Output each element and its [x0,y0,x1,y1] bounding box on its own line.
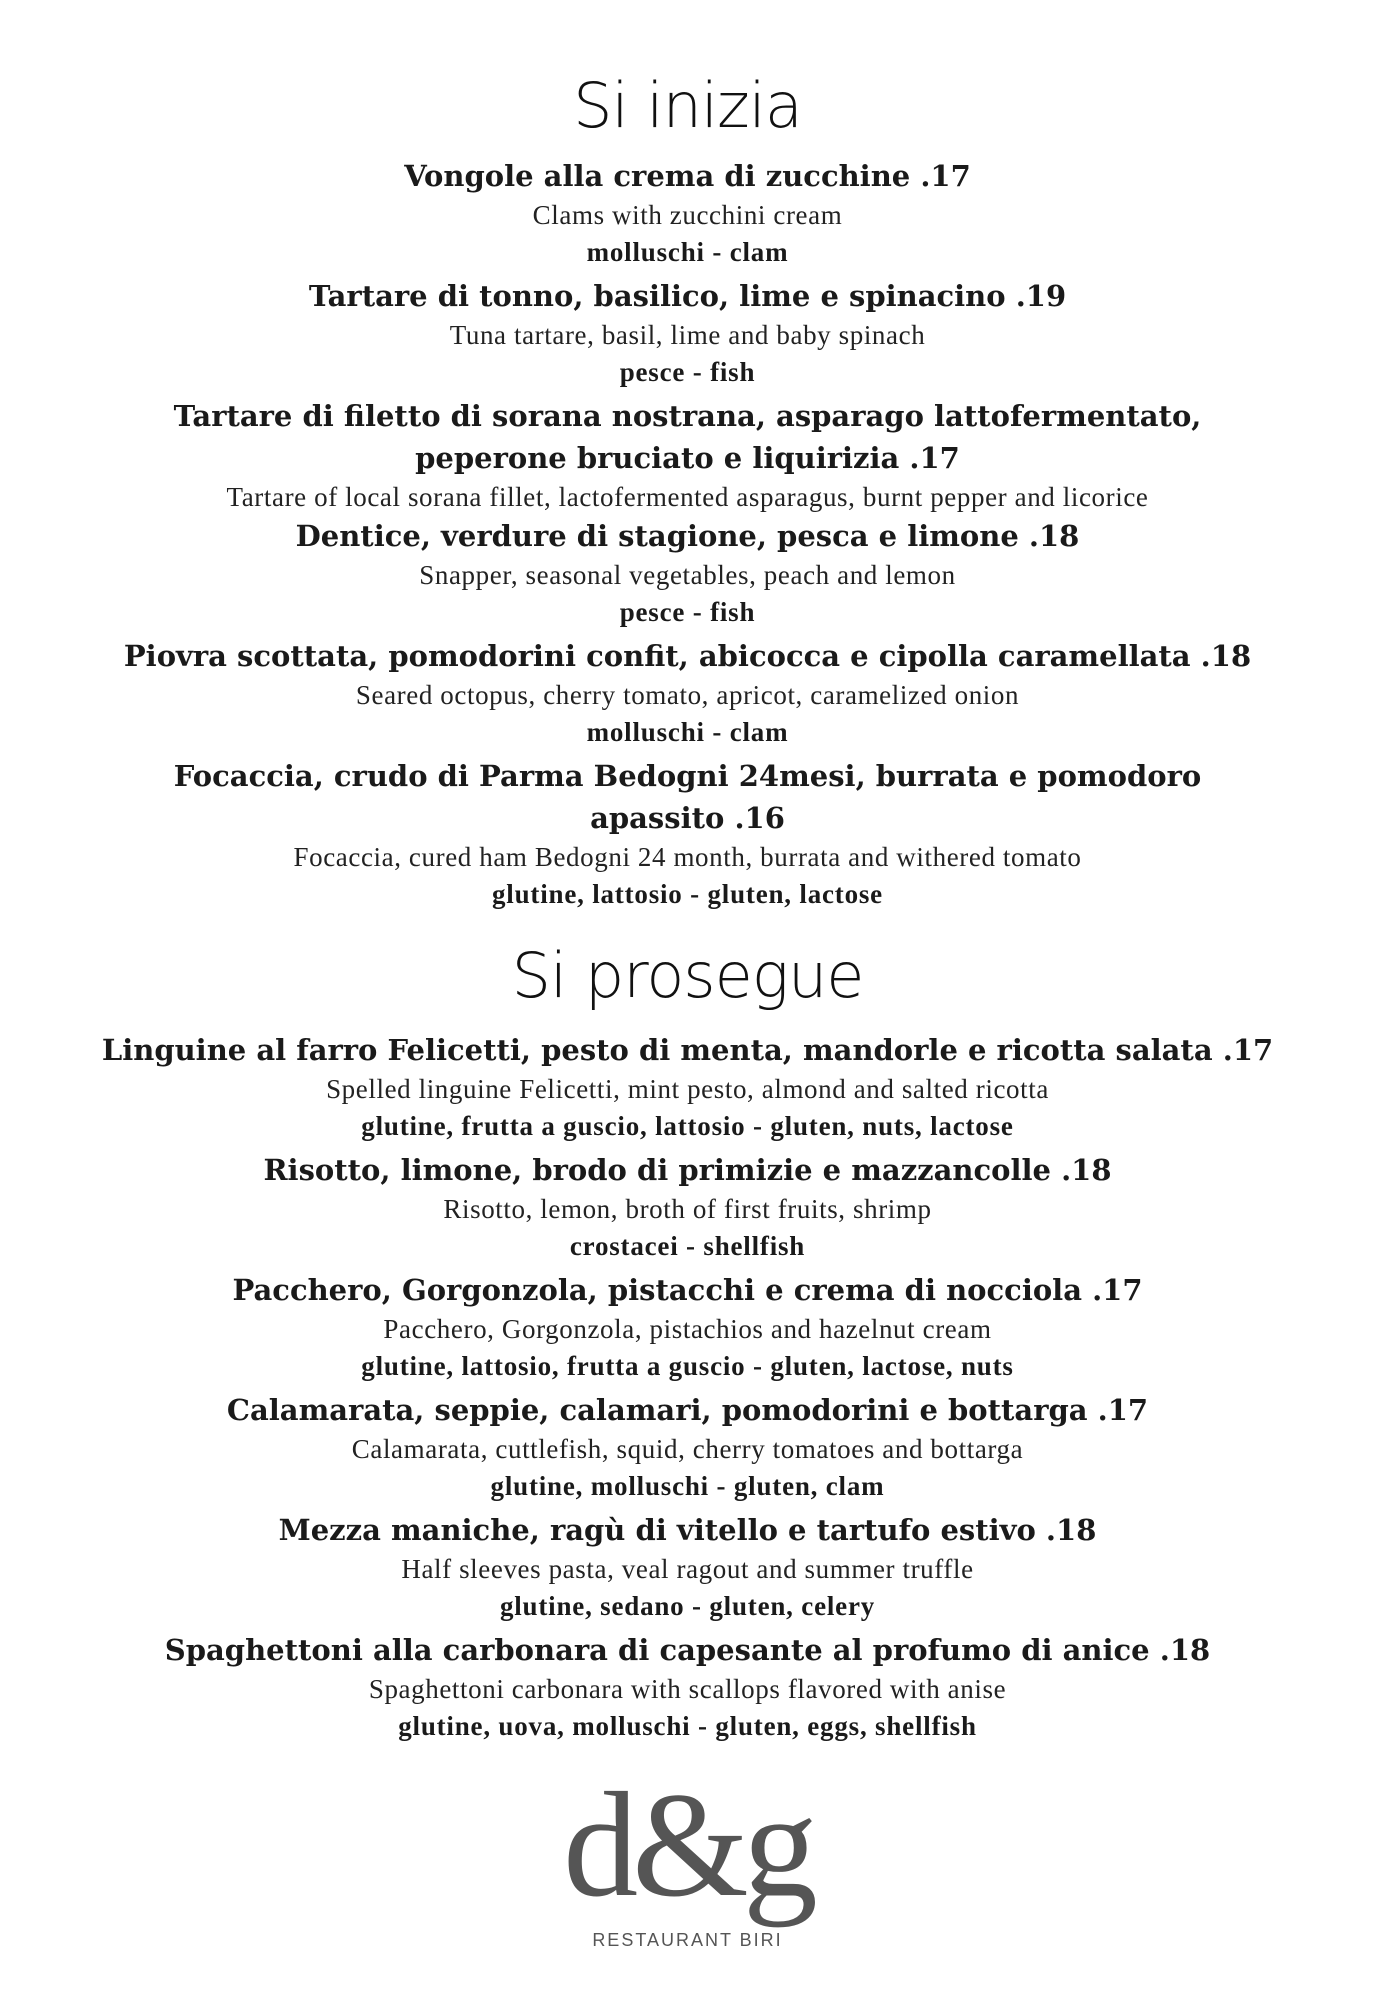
section-mains [0,939,1375,1749]
dish-name: Tartare di filetto di sorana nostrana, asparago lattofermentato, [173,399,1202,433]
dish-description: Spelled linguine Felicetti, mint pesto, almond and salted ricotta [326,1074,1049,1104]
menu-item [0,755,1375,913]
dish-description: Focaccia, cured ham Bedogni 24 month, burrata and withered tomato [293,842,1082,872]
dish-description: Snapper, seasonal vegetables, peach and lemon [419,560,956,590]
dish-allergens: molluschi - clam [586,237,789,267]
dish-allergens: crostacei - shellfish [569,1231,806,1261]
menu-item [0,1269,1375,1385]
dish-name: Mezza maniche, ragù di vitello e tartufo estivo .18 [278,1513,1097,1547]
dish-allergens: glutine, lattosio, frutta a guscio - gluten, lactose, nuts [361,1351,1014,1381]
dish-description: Calamarata, cuttlefish, squid, cherry tomatoes and bottarga [351,1434,1024,1464]
menu-item [0,395,1375,515]
dish-description: Tuna tartare, basil, lime and baby spinach [449,320,926,350]
dish-allergens: glutine, sedano - gluten, celery [499,1591,876,1621]
restaurant-logo [0,1762,1375,1951]
logo-mark: d&g [563,1762,812,1928]
dish-allergens: glutine, frutta a guscio, lattosio - gluten, nuts, lactose [361,1111,1014,1141]
dish-description: Tartare of local sorana fillet, lactofermented asparagus, burnt pepper and licorice [226,482,1149,512]
menu-item [0,635,1375,751]
menu-item [0,1029,1375,1145]
dish-description: Pacchero, Gorgonzola, pistachios and hazelnut cream [383,1314,992,1344]
dish-name: Pacchero, Gorgonzola, pistacchi e crema di nocciola .17 [232,1273,1143,1307]
dish-description: Clams with zucchini cream [532,200,843,230]
menu-item [0,1509,1375,1625]
dish-description: Half sleeves pasta, veal ragout and summer truffle [401,1554,974,1584]
menu-item [0,515,1375,631]
section-starters [0,69,1375,917]
dish-name: Linguine al farro Felicetti, pesto di menta, mandorle e ricotta salata .17 [101,1033,1274,1067]
dish-name: Tartare di tonno, basilico, lime e spinacino .19 [308,279,1067,313]
dish-name: Risotto, limone, brodo di primizie e mazzancolle .18 [263,1153,1112,1187]
dish-name: Dentice, verdure di stagione, pesca e limone .18 [295,519,1080,553]
dish-name: Piovra scottata, pomodorini confit, abicocca e cipolla caramellata .18 [123,639,1252,673]
dish-allergens: glutine, molluschi - gluten, clam [490,1471,885,1501]
menu-item [0,275,1375,391]
dish-name: Spaghettoni alla carbonara di capesante al profumo di anice .18 [164,1633,1211,1667]
menu-item [0,1389,1375,1505]
dish-name: peperone bruciato e liquirizia .17 [415,441,960,475]
dish-name: Focaccia, crudo di Parma Bedogni 24mesi, burrata e pomodoro [173,759,1202,793]
dish-description: Spaghettoni carbonara with scallops flavored with anise [368,1674,1007,1704]
logo-subtitle: RESTAURANT BIRI [592,1930,783,1950]
dish-allergens: glutine, lattosio - gluten, lactose [492,879,883,909]
dish-allergens: glutine, uova, molluschi - gluten, eggs, shellfish [398,1711,977,1741]
menu-item [0,1149,1375,1265]
dish-name: apassito .16 [590,801,785,835]
menu-item [0,1629,1375,1745]
dish-name: Calamarata, seppie, calamari, pomodorini e bottarga .17 [226,1393,1149,1427]
dish-allergens: pesce - fish [619,597,756,627]
dish-allergens: pesce - fish [619,357,756,387]
dish-description: Risotto, lemon, broth of first fruits, shrimp [443,1194,932,1224]
section-title: Si prosegue [511,939,864,1012]
menu-item [0,155,1375,271]
section-title: Si inizia [573,69,802,142]
dish-allergens: molluschi - clam [586,717,789,747]
dish-name: Vongole alla crema di zucchine .17 [404,159,971,193]
dish-description: Seared octopus, cherry tomato, apricot, caramelized onion [355,680,1020,710]
